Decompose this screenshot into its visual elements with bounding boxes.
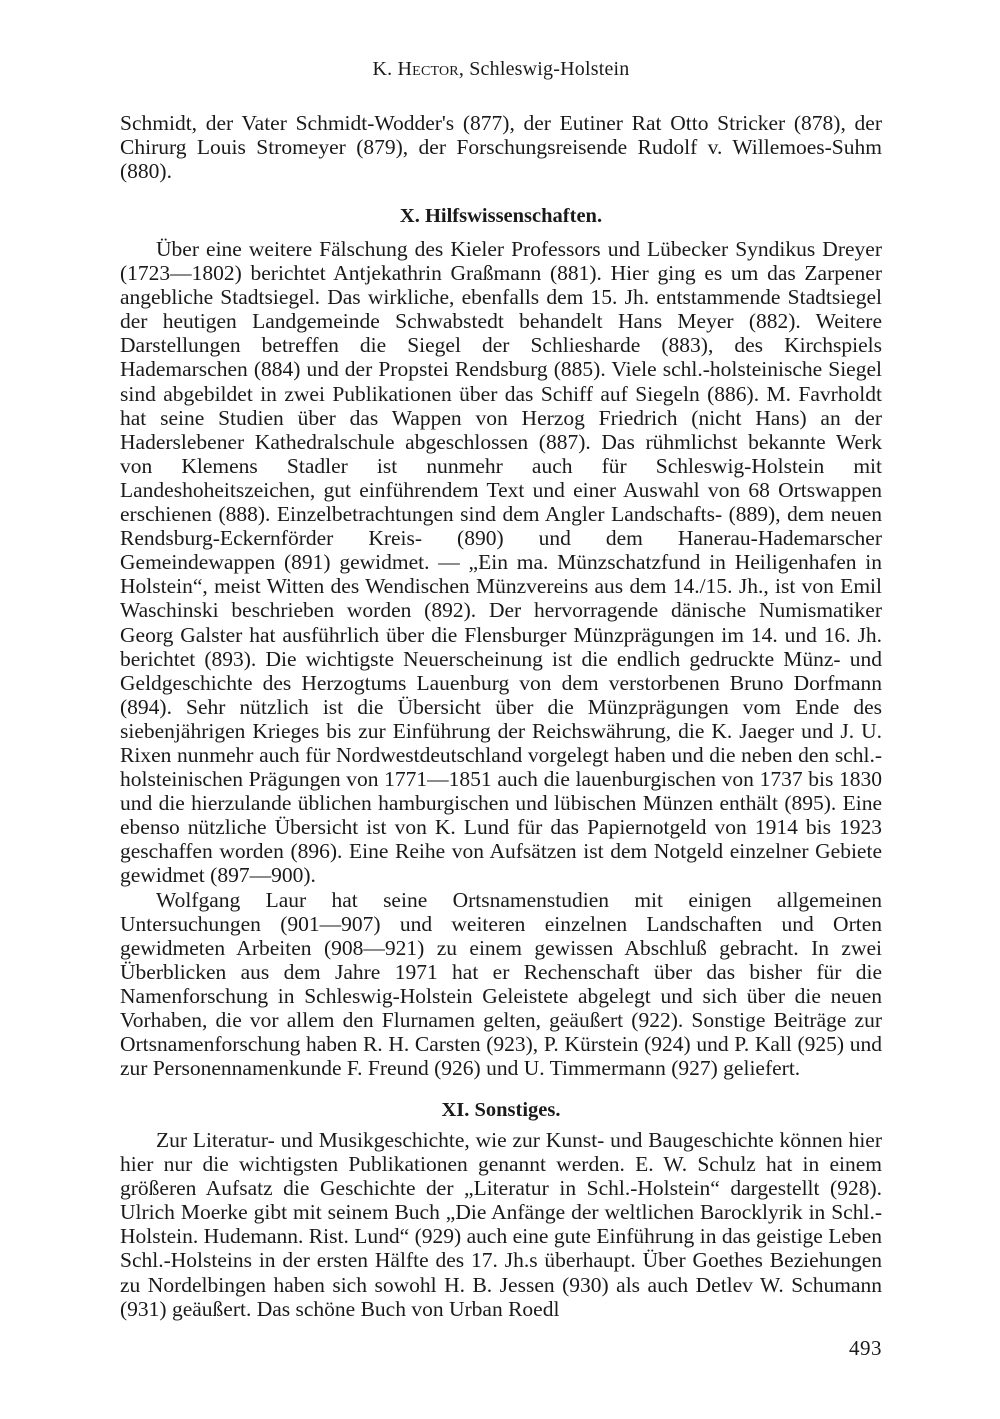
page-number: 493 xyxy=(849,1336,882,1360)
section-body-hilfswissenschaften xyxy=(120,237,882,1080)
paragraph-ortsnamen: Wolfgang Laur hat seine Ortsnamenstudien mit einigen allgemeinen Untersuchungen (901—907) und weiteren einzelnen Landschaften und Orten gewidmeten Arbeiten (908—921) zu einem gewissen Abschluß gebracht. In zwei Überblicken aus dem Jahre 1971 hat er Rechenschaft über das bisher für die Namenforschung in Schleswig-Holstein Geleistete abgelegt und sich über die neuen Vorhaben, die vor allem den Flurnamen gelten, geäußert (922). Sonstige Beiträge zur Ortsnamenforschung haben R. H. Carsten (923), P. Kürstein (924) und P. Kall (925) und zur Personennamenkunde F. Freund (926) und U. Timmermann (927) geliefert. xyxy=(120,887,882,1081)
header-author: K. Hector xyxy=(372,58,459,80)
section-heading-sonstiges: XI. Sonstiges. xyxy=(441,1099,561,1121)
paragraph-literatur: Zur Literatur- und Musikgeschichte, wie zur Kunst- und Baugeschichte können hier hier nur die wichtigsten Publikationen genannt werden. E. W. Schulz hat in einem größeren Aufsatz die Geschichte der „Literatur in Schl.-Holstein“ dargestellt (928). Ulrich Moerke gibt mit seinem Buch „Die Anfänge der weltlichen Barocklyrik in Schl.-Holstein. Hudemann. Rist. Lund“ (929) auch eine gute Einführung in das geistige Leben Schl.-Holsteins in der ersten Hälfte des 17. Jh.s überhaupt. Über Goethes Beziehungen zu Nordelbingen haben sich sowohl H. B. Jessen (930) als auch Detlev W. Schumann (931) geäußert. Das schöne Buch von Urban Roedl xyxy=(120,1128,882,1321)
running-header xyxy=(120,58,882,81)
paragraph-siegel-muenzen: Über eine weitere Fälschung des Kieler Professors und Lübecker Syndikus Dreyer (1723—1802) berichtet Antjekathrin Graßmann (881). Hier ging es um das Zarpener angebliche Stadtsiegel. Das wirkliche, ebenfalls dem 15. Jh. entstammende Stadtsiegel der heutigen Landgemeinde Schwabstedt behandelt Hans Meyer (882). Weitere Darstellungen betreffen die Siegel der Schliesharde (883), des Kirchspiels Hademarschen (884) und der Propstei Rendsburg (885). Viele schl.-holsteinische Siegel sind abgebildet in zwei Publikationen über das Schiff auf Siegeln (886). M. Favrholdt hat seine Studien über das Wappen von Herzog Friedrich (nicht Hans) an der Haderslebener Kathedralschule abgeschlossen (887). Das rühmlichst bekannte Werk von Klemens Stadler ist nunmehr auch für Schleswig-Holstein mit Landeshoheitszeichen, gut einführendem Text und einer Auswahl von 68 Ortswappen erschienen (888). Einzelbetrachtungen sind dem Angler Landschafts- (889), dem neuen Rendsburg-Eckernförder Kreis- (890) und dem Hanerau-Hademarscher Gemeindewappen (891) gewidmet. — „Ein ma. Münzschatzfund in Heiligenhafen in Holstein“, meist Witten des Wendischen Münzvereins aus dem 14./15. Jh., ist von Emil Waschinski beschrieben worden (892). Der hervorragende dänische Numismatiker Georg Galster hat ausführlich über die Flensburger Münzprägungen im 14. und 16. Jh. berichtet (893). Die wichtigste Neuerscheinung ist die endlich gedruckte Münz- und Geldgeschichte des Herzogtums Lauenburg von dem verstorbenen Bruno Dorfmann (894). Sehr nützlich ist die Übersicht über die Münzprägungen vom Ende des siebenjährigen Krieges bis zur Einführung der Reichswährung, die K. Jaeger und J. U. Rixen nunmehr auch für Nordwestdeutschland vorgelegt haben und die neben den schl.-holsteinischen Prägungen von 1771—1851 auch die lauenburgischen von 1737 bis 1830 und die hierzulande üblichen hamburgischen und lübischen Münzen enthält (895). Eine ebenso nützliche Übersicht ist von K. Lund für das Papiernotgeld von 1914 bis 1923 geschaffen worden (896). Eine Reihe von Aufsätzen ist dem Notgeld einzelner Gebiete gewidmet (897—900). xyxy=(120,237,882,888)
header-region: Schleswig-Holstein xyxy=(469,58,630,80)
header-separator: , xyxy=(458,58,470,80)
carry-over-paragraph: Schmidt, der Vater Schmidt-Wodder's (877), der Eutiner Rat Otto Stricker (878), der Chirurg Louis Stromeyer (879), der Forschungsreisende Rudolf v. Willemoes-Suhm (880). xyxy=(120,111,882,184)
section-heading-hilfswissenschaften: X. Hilfswissenschaften. xyxy=(399,205,603,227)
section-body-sonstiges xyxy=(120,1128,882,1321)
carry-over-block xyxy=(120,111,882,183)
